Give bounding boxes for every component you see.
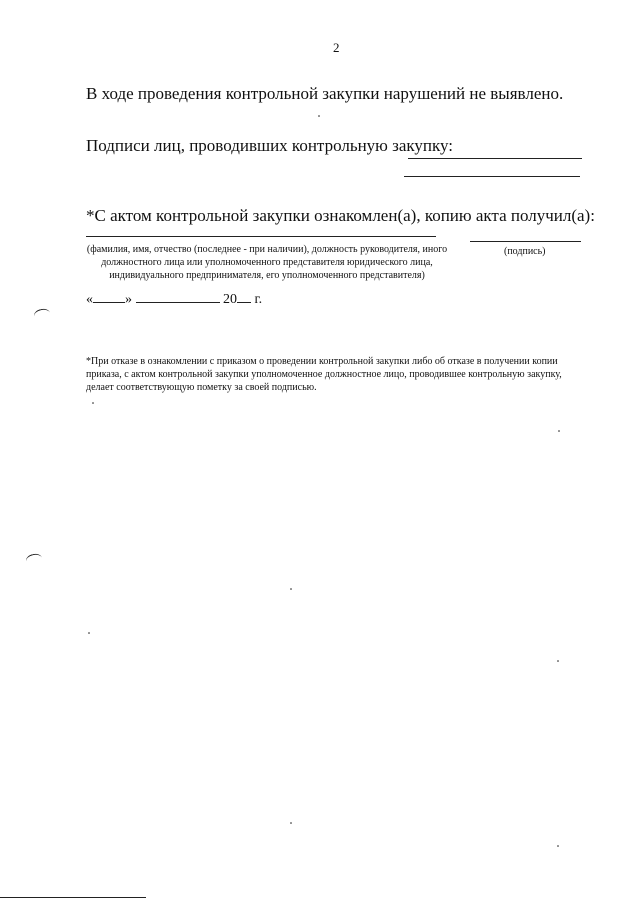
signature-field-caption: (подпись) [504, 246, 546, 257]
scan-speck [290, 822, 292, 824]
scan-speck [290, 588, 292, 590]
bottom-edge-line [0, 897, 146, 898]
year-blank [237, 290, 251, 303]
inspection-result-statement: В ходе проведения контрольной закупки нарушений не выявлено. [86, 84, 564, 103]
recipient-signature-line [470, 241, 581, 242]
year-suffix: г. [254, 292, 263, 307]
date-open-quote: « [86, 292, 93, 307]
name-entry-line [86, 236, 436, 237]
punch-hole-mark-top [33, 307, 51, 321]
day-blank [93, 290, 125, 303]
scan-speck [557, 845, 559, 847]
scan-speck [88, 632, 90, 634]
scan-speck [558, 430, 560, 432]
page-number: 2 [333, 40, 340, 55]
acknowledgement-statement: *С актом контрольной закупки ознакомлен(а), копию акта получил(а): [86, 206, 595, 225]
footnote: *При отказе в ознакомлении с приказом о проведении контрольной закупки либо об отказе в получении копии приказа, с актом контрольной закупки уполномоченное должностное лицо, проводившее контрольную закупку, делает соответствующую пометку за своей подписью. [86, 356, 562, 393]
month-blank [136, 290, 220, 303]
signature-line-1 [408, 158, 582, 159]
name-field-caption: (фамилия, имя, отчество (последнее - при наличии), должность руководителя, иного должностного лица или уполномоченного представителя юридического лица, индивидуального предпринимателя, его уполномоченного представителя) [86, 244, 448, 281]
signatures-label: Подписи лиц, проводивших контрольную закупку: [86, 136, 454, 155]
date-close-quote: » [125, 292, 132, 307]
scan-speck [557, 660, 559, 662]
date-field [86, 290, 262, 308]
year-prefix: 20 [223, 292, 237, 307]
scan-speck [318, 115, 320, 117]
scan-speck [92, 402, 94, 404]
punch-hole-mark-bottom [25, 552, 43, 566]
signature-line-2 [404, 176, 580, 177]
